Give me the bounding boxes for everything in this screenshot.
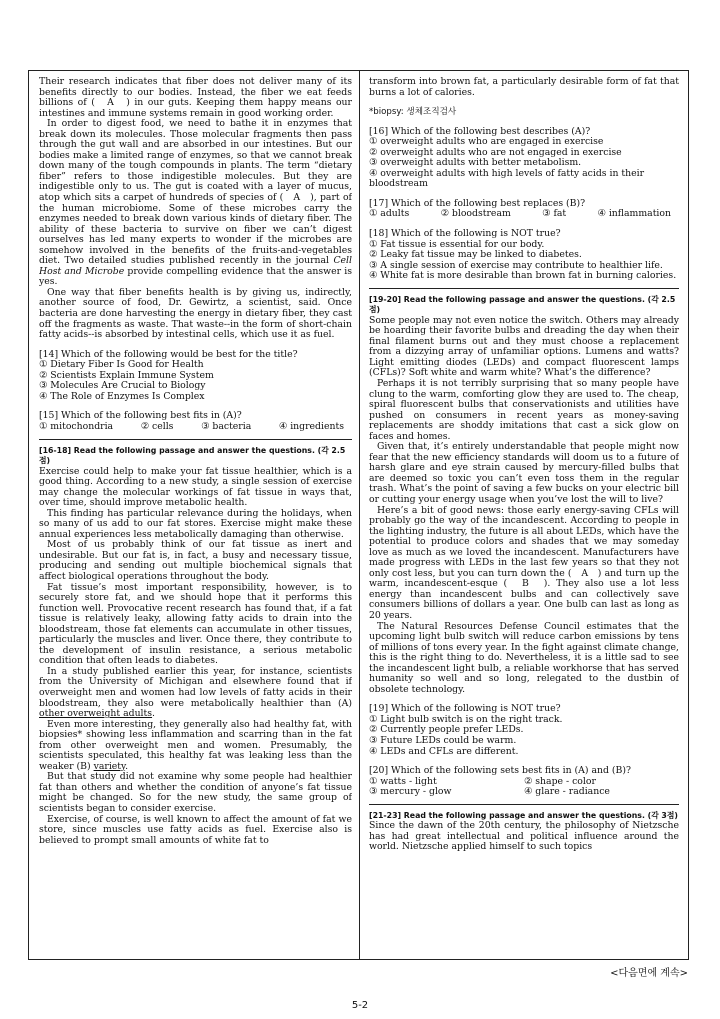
column-divider: [359, 71, 360, 959]
answer-options: [369, 777, 679, 798]
exam-page-frame: [28, 70, 689, 960]
answer-option[interactable]: ① mitochondria: [39, 420, 114, 432]
question-stem: [18] Which of the following is NOT true?: [369, 227, 561, 239]
answer-option[interactable]: ③ A single session of exercise may contribute to healthier life.: [369, 259, 663, 271]
passage-paragraph: Some people may not even notice the switch. Others may already be hoarding their favorite bulbs and dreading the day when their final filament burns out and they must choose a replacement from a dizzying array of unfamiliar options. Lumens and watts? Light emitting diodes (LEDs) and compact fluorescent lamps (CFLs)? Soft white and warm white? What’s the difference?: [369, 314, 679, 379]
question-19: [369, 704, 679, 757]
passage-text: Even more interesting, they generally also had healthy fat, with biopsies* showing less inflammation and scarring than in the fat from other overweight men and women. Presumably, the scientists speculated, this healthy fat was leaking less than the weaker (B): [39, 718, 352, 772]
answer-option[interactable]: ② cells: [140, 420, 174, 432]
answer-options: [39, 422, 352, 433]
answer-option[interactable]: ④ inflammation: [597, 208, 671, 220]
answer-option[interactable]: ④ The Role of Enzymes Is Complex: [39, 390, 205, 402]
answer-option[interactable]: ③ Future LEDs could be warm.: [369, 735, 517, 747]
passage-paragraph: Exercise, of course, is well known to affect the amount of fat we store, since muscles use fatty acids as fuel. Exercise also is believed to prompt small amounts of white fat to: [39, 813, 352, 846]
underlined-phrase-b: variety: [93, 760, 126, 772]
answer-option[interactable]: ④ overweight adults with high levels of fatty acids in their bloodstream: [369, 167, 645, 190]
section-rule: [369, 804, 679, 805]
passage-paragraph: This finding has particular relevance during the holidays, when so many of us add to our fat stores. Exercise might make these annual experiences less metabolically damaging than otherwise.: [39, 507, 352, 540]
answer-option[interactable]: ① Light bulb switch is on the right track.: [369, 713, 563, 725]
answer-option[interactable]: ③ Molecules Are Crucial to Biology: [39, 380, 206, 392]
section-header: [21-23] Read the following passage and answer the questions. (각 3점): [369, 810, 678, 820]
passage-paragraph: Most of us probably think of our fat tissue as inert and undesirable. But our fat is, in fact, a busy and necessary tissue, producing and sending out multiple biochemical signals that affect biological operations throughout the body.: [39, 539, 352, 582]
answer-option[interactable]: ② Leaky fat tissue may be linked to diabetes.: [369, 249, 582, 261]
left-column: [39, 77, 352, 955]
answer-option[interactable]: ① watts - light: [369, 775, 437, 787]
passage-paragraph: In a study published earlier this year, for instance, scientists from the University of Michigan and elsewhere found that if overweight men and women had low levels of fatty acids in their bloodstream, they also were metabolically healthier than (A) other overweight adults.: [39, 665, 352, 720]
passage-text: provide compelling evidence that the answer is yes.: [39, 265, 352, 288]
answer-option[interactable]: ② bloodstream: [440, 208, 511, 220]
question-stem: [15] Which of the following best fits in (A)?: [39, 410, 242, 422]
section-rule: [369, 288, 679, 289]
section-header: [16-18] Read the following passage and answer the questions. (각 2.5점): [39, 445, 346, 465]
question-15: [39, 411, 352, 432]
journal-title: Cell Host and Microbe: [39, 255, 352, 277]
passage-paragraph: Their research indicates that fiber does not deliver many of its benefits directly to our bodies. Instead, the fiber we eat feeds billions of ( A ) in our guts. Keeping them happy means our intestines and immune systems remain in good working order.: [39, 77, 352, 119]
answer-option[interactable]: ① Fat tissue is essential for our body.: [369, 238, 545, 250]
question-stem: [16] Which of the following best describes (A)?: [369, 125, 591, 137]
passage-paragraph: transform into brown fat, a particularly desirable form of fat that burns a lot of calories.: [369, 77, 679, 98]
answer-option[interactable]: ② shape - color: [524, 775, 596, 787]
answer-option[interactable]: ② overweight adults who are not engaged in exercise: [369, 146, 622, 158]
question-17: [369, 199, 679, 220]
page-number: 5-2: [351, 1000, 369, 1011]
passage-paragraph: Given that, it’s entirely understandable that people might now fear that the new efficiency standards will doom us to a future of harsh glare and eye strain caused by mercury-filled bulbs that are deemed so toxic you can’t even toss them in the regular trash. What’s the point of saving a few bucks on your electric bill or cutting your energy usage when you’ve lost the will to live?: [369, 441, 679, 505]
answer-option[interactable]: ④ White fat is more desirable than brown fat in burning calories.: [369, 270, 677, 282]
answer-option[interactable]: ③ fat: [542, 208, 567, 220]
answer-option[interactable]: ② Scientists Explain Immune System: [39, 369, 214, 381]
passage-paragraph: Fat tissue’s most important responsibility, however, is to securely store fat, and we should hope that it performs this function well. Provocative recent research has found that, if a fat tissue is relatively leaky, allowing fatty acids to drain into the bloodstream, those fat elements can accumulate in other tissues, particularly the muscles and liver. Once there, they contribute to the development of insulin resistance, a serious metabolic condition that often leads to diabetes.: [39, 581, 352, 667]
continue-note: <다음면에 계속>: [610, 968, 688, 979]
footnote: *biopsy: 생체조직검사: [369, 107, 457, 118]
passage-paragraph: [39, 119, 352, 288]
question-16: [369, 127, 679, 190]
passage-paragraph: Even more interesting, they generally also had healthy fat, with biopsies* showing less inflammation and scarring than in the fat from other overweight men and women. Presumably, the scientists speculated, this healthy fat was leaking less than the weaker (B) variety.: [39, 718, 352, 772]
question-20: [369, 766, 679, 798]
answer-option[interactable]: ① overweight adults who are engaged in exercise: [369, 136, 604, 148]
passage-paragraph: Exercise could help to make your fat tissue healthier, which is a good thing. According to a new study, a single session of exercise may change the molecular workings of fat tissue in ways that, over time, should improve metabolic health.: [39, 465, 352, 509]
question-14: [39, 350, 352, 403]
passage-paragraph: Since the dawn of the 20th century, the philosophy of Nietzsche has had great intellectual and political influence around the world. Nietzsche applied himself to such topics: [369, 820, 679, 853]
section-rule: [39, 439, 352, 440]
question-stem: [20] Which of the following sets best fits in (A) and (B)?: [369, 765, 631, 777]
answer-option[interactable]: ④ glare - radiance: [524, 786, 610, 798]
section-header: [19-20] Read the following passage and answer the questions. (각 2.5점): [369, 294, 676, 315]
answer-option[interactable]: ① adults: [369, 208, 410, 220]
passage-text: In a study published earlier this year, for instance, scientists from the University of Michigan and elsewhere found that if overweight men and women had low levels of fatty acids in their bloodstream, they also were metabolically healthier than (A): [39, 665, 352, 709]
question-stem: [14] Which of the following would be best for the title?: [39, 348, 298, 360]
answer-option[interactable]: ④ ingredients: [278, 420, 344, 432]
passage-text: In order to digest food, we need to bathe it in enzymes that break down its molecules. Those molecular fragments then pass through the gut wall and are absorbed in our intestines. But our bodies make a limited range of enzymes, so that we cannot break down many of the tough compounds in plants. The term “dietary fiber” refers to those indigestible molecules. But they are indigestible only to us. The gut is coated with a layer of mucus, atop which sits a carpet of hundreds of species of ( A ), part of the human microbiome. Some of these microbes carry the enzymes needed to break down various kinds of dietary fiber. The ability of these bacteria to survive on fiber we can’t digest ourselves has led many experts to wonder if the microbes are somehow involved in the benefits of the fruits-and-vegetables diet. Two detailed studies published recently in the journal: [39, 118, 352, 267]
answer-option[interactable]: ④ LEDs and CFLs are different.: [369, 745, 519, 757]
answer-option[interactable]: ② Currently people prefer LEDs.: [369, 724, 524, 736]
answer-option[interactable]: ③ mercury - glow: [369, 786, 452, 798]
question-18: [369, 229, 679, 282]
passage-paragraph: One way that fiber benefits health is by giving us, indirectly, another source of food, Dr. Gewirtz, a scientist, said. Once bacteria are done harvesting the energy in dietary fiber, they cast off the fragments as waste. That waste--in the form of short-chain fatty acids--is absorbed by intestinal cells, which use it as fuel.: [39, 286, 352, 341]
question-stem: [19] Which of the following is NOT true?: [369, 703, 561, 715]
passage-paragraph: Here’s a bit of good news: those early energy-saving CFLs will probably go the way of the incandescent. According to people in the lighting industry, the future is all about LEDs, which have the potential to produce colors and shades that we may someday love as much as we loved the incandescent. Manufacturers have made progress with LEDs in the last few years so that they not only cost less, but you can turn down the ( A ) and turn up the warm, incandescent-esque ( B ). They also use a lot less energy than incandescent bulbs and can collectively save consumers billions of dollars a year. One bulb can last as long as 20 years.: [369, 504, 679, 622]
right-column: [369, 77, 679, 955]
passage-paragraph: Perhaps it is not terribly surprising that so many people have clung to the warm, comforting glow they are used to. The cheap, spiral fluorescent bulbs that conservationists and utilities have pushed on consumers in recent years as money-saving replacements are shoddy imitations that cast a sick glow on faces and homes.: [369, 377, 679, 442]
answer-options: [369, 209, 679, 220]
answer-option[interactable]: ③ bacteria: [201, 420, 252, 432]
question-stem: [17] Which of the following best replaces (B)?: [369, 197, 586, 209]
answer-option[interactable]: ① Dietary Fiber Is Good for Health: [39, 359, 204, 371]
answer-option[interactable]: ③ overweight adults with better metabolism.: [369, 157, 582, 169]
underlined-phrase-a: other overweight adults: [39, 708, 153, 720]
passage-paragraph: The Natural Resources Defense Council estimates that the upcoming light bulb switch will reduce carbon emissions by tens of millions of tons every year. In the fight against climate change, this is the right thing to do. Nevertheless, it is a little sad to see the incandescent light bulb, a reliable workhorse that has served humanity so well and so long, relegated to the dustbin of obsolete technology.: [369, 620, 679, 695]
passage-paragraph: But that study did not examine why some people had healthier fat than others and whether the condition of anyone’s fat tissue might be changed. So for the new study, the same group of scientists began to consider exercise.: [39, 771, 352, 814]
